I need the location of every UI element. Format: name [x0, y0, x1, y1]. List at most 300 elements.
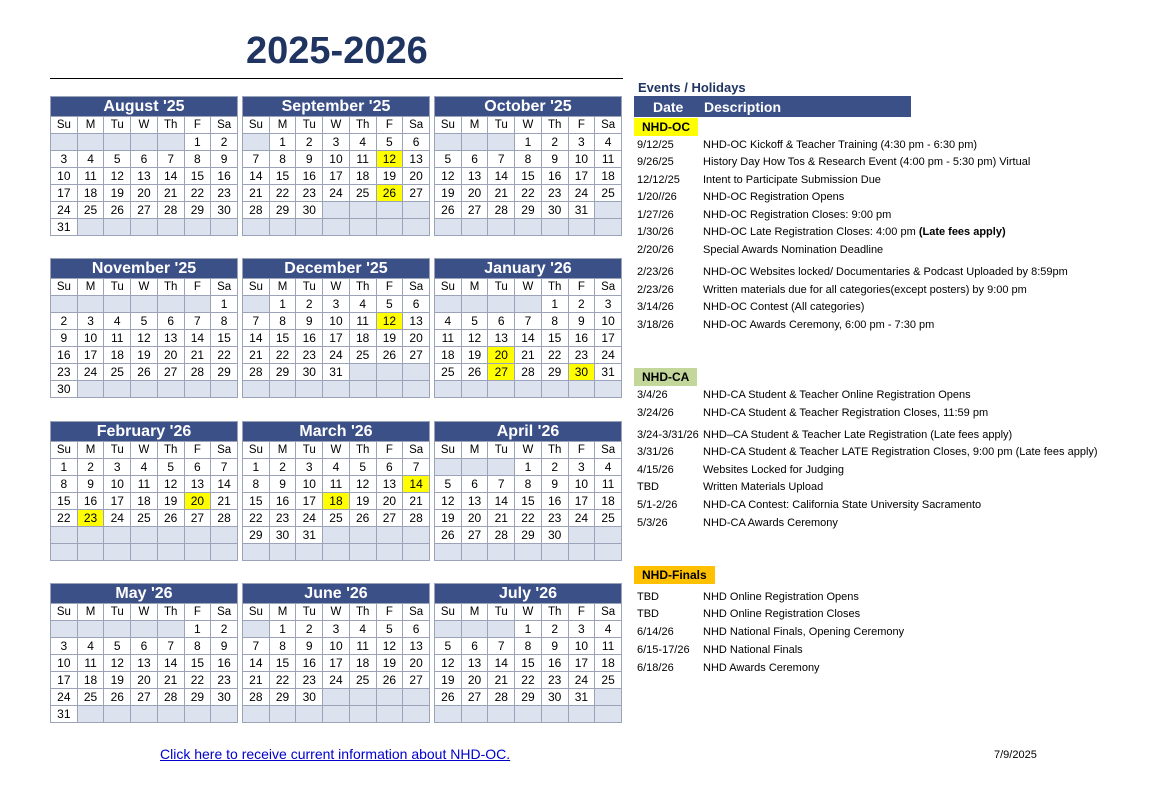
weekday-label: Su	[51, 279, 78, 296]
day-cell: 16	[296, 168, 323, 185]
day-cell: 17	[323, 168, 350, 185]
day-cell: 20	[184, 493, 211, 510]
day-cell: 12	[435, 168, 462, 185]
day-cell: 21	[211, 493, 238, 510]
event-description: NHD-OC Kickoff & Teacher Training (4:30 pm - 6:30 pm)	[703, 139, 978, 151]
day-cell: 13	[403, 313, 430, 330]
empty-day-cell	[403, 544, 430, 561]
day-cell: 21	[157, 672, 184, 689]
day-cell: 29	[541, 364, 568, 381]
day-cell: 1	[515, 134, 542, 151]
day-cell: 1	[269, 621, 296, 638]
day-cell: 20	[157, 347, 184, 364]
empty-day-cell	[568, 706, 595, 723]
weekday-label: W	[515, 279, 542, 296]
day-cell: 5	[157, 459, 184, 476]
day-cell: 3	[296, 459, 323, 476]
empty-day-cell	[595, 219, 622, 236]
day-cell: 2	[296, 296, 323, 313]
day-cell: 4	[104, 313, 131, 330]
empty-day-cell	[157, 621, 184, 638]
month-april-26	[434, 421, 622, 561]
empty-day-cell	[515, 544, 542, 561]
day-cell: 6	[461, 151, 488, 168]
empty-day-cell	[323, 544, 350, 561]
empty-day-cell	[184, 527, 211, 544]
day-cell: 14	[488, 655, 515, 672]
day-cell: 24	[77, 364, 104, 381]
empty-day-cell	[77, 706, 104, 723]
weekday-label: F	[568, 279, 595, 296]
day-cell: 27	[461, 689, 488, 706]
event-description: Websites Locked for Judging	[703, 464, 845, 476]
day-cell: 7	[515, 313, 542, 330]
day-cell: 1	[184, 621, 211, 638]
day-cell: 19	[461, 347, 488, 364]
day-cell: 22	[541, 347, 568, 364]
empty-day-cell	[541, 219, 568, 236]
day-cell: 27	[376, 510, 403, 527]
day-cell: 8	[269, 151, 296, 168]
weekday-label: Th	[157, 117, 184, 134]
day-cell: 17	[51, 185, 78, 202]
day-cell: 28	[211, 510, 238, 527]
day-cell: 8	[515, 476, 542, 493]
day-cell: 12	[104, 168, 131, 185]
empty-day-cell	[184, 381, 211, 398]
day-cell: 18	[77, 185, 104, 202]
day-cell: 13	[461, 655, 488, 672]
day-cell: 2	[296, 621, 323, 638]
empty-day-cell	[51, 527, 78, 544]
day-cell: 3	[568, 621, 595, 638]
day-cell: 5	[104, 638, 131, 655]
empty-day-cell	[157, 296, 184, 313]
empty-day-cell	[131, 219, 158, 236]
day-cell: 13	[488, 330, 515, 347]
day-cell: 8	[184, 638, 211, 655]
weekday-label: M	[461, 117, 488, 134]
empty-day-cell	[104, 527, 131, 544]
day-cell: 11	[323, 476, 350, 493]
empty-day-cell	[376, 364, 403, 381]
day-cell: 29	[515, 527, 542, 544]
day-cell: 14	[184, 330, 211, 347]
day-cell: 28	[488, 689, 515, 706]
day-cell: 28	[243, 202, 270, 219]
day-cell: 13	[461, 493, 488, 510]
event-description: NHD–CA Student & Teacher Late Registration (Late fees apply)	[703, 429, 1013, 441]
day-cell: 30	[211, 202, 238, 219]
day-cell: 4	[131, 459, 158, 476]
day-cell: 4	[435, 313, 462, 330]
day-cell: 26	[376, 185, 403, 202]
day-cell: 25	[323, 510, 350, 527]
empty-day-cell	[77, 134, 104, 151]
empty-day-cell	[131, 134, 158, 151]
date-column-header: Date	[653, 99, 684, 115]
day-cell: 11	[77, 168, 104, 185]
weekday-label: F	[376, 442, 403, 459]
day-cell: 6	[403, 134, 430, 151]
day-cell: 25	[104, 364, 131, 381]
weekday-label: Sa	[211, 604, 238, 621]
weekday-label: Su	[51, 604, 78, 621]
empty-day-cell	[349, 202, 376, 219]
day-cell: 22	[515, 672, 542, 689]
day-cell: 20	[376, 493, 403, 510]
day-cell: 15	[515, 168, 542, 185]
day-cell: 30	[51, 381, 78, 398]
weekday-label: M	[77, 442, 104, 459]
empty-day-cell	[515, 381, 542, 398]
day-cell: 17	[323, 655, 350, 672]
day-cell: 14	[211, 476, 238, 493]
day-cell: 26	[349, 510, 376, 527]
weekday-label: F	[184, 442, 211, 459]
empty-day-cell	[349, 219, 376, 236]
day-cell: 3	[77, 313, 104, 330]
empty-day-cell	[269, 381, 296, 398]
day-cell: 22	[269, 672, 296, 689]
event-description: NHD Online Registration Opens	[703, 591, 859, 603]
empty-day-cell	[349, 381, 376, 398]
empty-day-cell	[461, 706, 488, 723]
day-cell: 21	[488, 185, 515, 202]
empty-day-cell	[77, 544, 104, 561]
day-cell: 12	[435, 493, 462, 510]
day-cell: 2	[211, 134, 238, 151]
day-cell: 19	[104, 672, 131, 689]
day-cell: 7	[243, 151, 270, 168]
day-cell: 20	[461, 185, 488, 202]
weekday-label: Sa	[403, 117, 430, 134]
day-cell: 15	[541, 330, 568, 347]
day-cell: 17	[77, 347, 104, 364]
weekday-label: W	[515, 442, 542, 459]
day-cell: 8	[515, 638, 542, 655]
empty-day-cell	[349, 689, 376, 706]
month-june-26	[242, 583, 430, 723]
revision-date: 7/9/2025	[994, 749, 1037, 761]
empty-day-cell	[376, 689, 403, 706]
empty-day-cell	[157, 706, 184, 723]
empty-day-cell	[488, 296, 515, 313]
weekday-label: Sa	[211, 279, 238, 296]
day-cell: 7	[403, 459, 430, 476]
day-cell: 4	[77, 151, 104, 168]
day-cell: 13	[131, 655, 158, 672]
weekday-label: M	[461, 279, 488, 296]
empty-day-cell	[461, 621, 488, 638]
day-cell: 1	[51, 459, 78, 476]
day-cell: 25	[349, 347, 376, 364]
day-cell: 29	[184, 689, 211, 706]
day-cell: 20	[403, 330, 430, 347]
day-cell: 9	[568, 313, 595, 330]
day-cell: 3	[568, 459, 595, 476]
empty-day-cell	[323, 381, 350, 398]
empty-day-cell	[243, 134, 270, 151]
day-cell: 11	[77, 655, 104, 672]
weekday-label: M	[269, 604, 296, 621]
day-cell: 27	[403, 347, 430, 364]
day-cell: 11	[131, 476, 158, 493]
empty-day-cell	[104, 134, 131, 151]
day-cell: 19	[349, 493, 376, 510]
event-date: 9/12/25	[637, 139, 674, 151]
weekday-label: W	[131, 604, 158, 621]
event-description: Intent to Participate Submission Due	[703, 174, 881, 186]
empty-day-cell	[403, 527, 430, 544]
day-cell: 19	[435, 185, 462, 202]
page-title: 2025-2026	[246, 30, 428, 72]
day-cell: 19	[435, 510, 462, 527]
day-cell: 22	[184, 185, 211, 202]
weekday-label: M	[269, 279, 296, 296]
day-cell: 26	[104, 689, 131, 706]
day-cell: 16	[77, 493, 104, 510]
day-cell: 23	[296, 185, 323, 202]
day-cell: 15	[211, 330, 238, 347]
day-cell: 25	[349, 672, 376, 689]
day-cell: 8	[269, 638, 296, 655]
day-cell: 5	[104, 151, 131, 168]
day-cell: 12	[376, 638, 403, 655]
day-cell: 27	[131, 689, 158, 706]
day-cell: 12	[376, 313, 403, 330]
day-cell: 12	[157, 476, 184, 493]
day-cell: 21	[243, 672, 270, 689]
weekday-label: Sa	[595, 279, 622, 296]
event-description: NHD-CA Student & Teacher Registration Closes, 11:59 pm	[703, 407, 989, 419]
weekday-label: M	[461, 604, 488, 621]
empty-day-cell	[104, 381, 131, 398]
day-cell: 7	[488, 638, 515, 655]
day-cell: 19	[435, 672, 462, 689]
event-description: NHD-CA Awards Ceremony	[703, 517, 838, 529]
weekday-label: Su	[435, 279, 462, 296]
day-cell: 19	[376, 168, 403, 185]
weekday-label: M	[77, 279, 104, 296]
empty-day-cell	[435, 621, 462, 638]
day-cell: 30	[296, 202, 323, 219]
day-cell: 11	[104, 330, 131, 347]
empty-day-cell	[323, 219, 350, 236]
empty-day-cell	[461, 381, 488, 398]
month-name: July '26	[435, 584, 622, 604]
nhd-oc-info-link[interactable]: Click here to receive current information about NHD-OC.	[160, 746, 511, 762]
day-cell: 29	[515, 689, 542, 706]
day-cell: 28	[243, 364, 270, 381]
day-cell: 2	[296, 134, 323, 151]
day-cell: 24	[323, 672, 350, 689]
day-cell: 25	[595, 672, 622, 689]
day-cell: 13	[403, 638, 430, 655]
event-date: 9/26/25	[637, 156, 674, 168]
day-cell: 4	[595, 459, 622, 476]
day-cell: 2	[51, 313, 78, 330]
day-cell: 3	[323, 296, 350, 313]
day-cell: 26	[435, 202, 462, 219]
event-date: 3/24-3/31/26	[637, 429, 699, 441]
empty-day-cell	[51, 621, 78, 638]
weekday-label: F	[376, 279, 403, 296]
day-cell: 19	[376, 330, 403, 347]
event-date: 1/30/26	[637, 226, 674, 238]
day-cell: 2	[269, 459, 296, 476]
day-cell: 28	[184, 364, 211, 381]
weekday-label: M	[461, 442, 488, 459]
empty-day-cell	[541, 706, 568, 723]
month-name: April '26	[435, 422, 622, 442]
empty-day-cell	[51, 134, 78, 151]
empty-day-cell	[435, 706, 462, 723]
day-cell: 14	[488, 493, 515, 510]
weekday-label: F	[184, 117, 211, 134]
day-cell: 1	[269, 134, 296, 151]
day-cell: 21	[403, 493, 430, 510]
empty-day-cell	[157, 134, 184, 151]
day-cell: 19	[104, 185, 131, 202]
day-cell: 15	[184, 655, 211, 672]
day-cell: 23	[541, 510, 568, 527]
empty-day-cell	[461, 219, 488, 236]
day-cell: 26	[435, 527, 462, 544]
day-cell: 7	[488, 151, 515, 168]
weekday-label: F	[568, 442, 595, 459]
day-cell: 3	[51, 638, 78, 655]
weekday-label: Su	[435, 604, 462, 621]
empty-day-cell	[595, 381, 622, 398]
day-cell: 28	[403, 510, 430, 527]
weekday-label: Su	[243, 604, 270, 621]
day-cell: 5	[349, 459, 376, 476]
weekday-label: Tu	[296, 117, 323, 134]
empty-day-cell	[376, 219, 403, 236]
day-cell: 1	[541, 296, 568, 313]
event-date: 3/24/26	[637, 407, 674, 419]
day-cell: 23	[541, 672, 568, 689]
day-cell: 14	[243, 655, 270, 672]
day-cell: 14	[243, 168, 270, 185]
day-cell: 6	[403, 296, 430, 313]
day-cell: 28	[157, 689, 184, 706]
empty-day-cell	[269, 706, 296, 723]
event-description: NHD-OC Late Registration Closes: 4:00 pm (Late fees apply)	[703, 226, 1006, 238]
day-cell: 2	[541, 134, 568, 151]
day-cell: 9	[269, 476, 296, 493]
day-cell: 28	[488, 527, 515, 544]
empty-day-cell	[211, 706, 238, 723]
day-cell: 5	[461, 313, 488, 330]
weekday-label: Sa	[595, 604, 622, 621]
empty-day-cell	[211, 381, 238, 398]
day-cell: 8	[515, 151, 542, 168]
day-cell: 13	[403, 151, 430, 168]
weekday-label: F	[376, 604, 403, 621]
event-date: 3/4/26	[637, 389, 668, 401]
day-cell: 24	[296, 510, 323, 527]
day-cell: 27	[403, 185, 430, 202]
weekday-label: Tu	[104, 442, 131, 459]
day-cell: 4	[349, 621, 376, 638]
day-cell: 25	[595, 185, 622, 202]
section-badge-nhd-oc: NHD-OC	[634, 118, 698, 136]
day-cell: 6	[461, 476, 488, 493]
day-cell: 4	[349, 134, 376, 151]
empty-day-cell	[131, 296, 158, 313]
day-cell: 10	[296, 476, 323, 493]
day-cell: 30	[296, 364, 323, 381]
day-cell: 13	[157, 330, 184, 347]
day-cell: 16	[211, 168, 238, 185]
month-name: January '26	[435, 259, 622, 279]
empty-day-cell	[211, 544, 238, 561]
day-cell: 18	[349, 168, 376, 185]
weekday-label: Sa	[211, 117, 238, 134]
event-description: NHD Awards Ceremony	[703, 662, 820, 674]
day-cell: 16	[269, 493, 296, 510]
day-cell: 23	[269, 510, 296, 527]
empty-day-cell	[488, 621, 515, 638]
day-cell: 11	[349, 638, 376, 655]
empty-day-cell	[435, 381, 462, 398]
day-cell: 31	[51, 219, 78, 236]
empty-day-cell	[323, 706, 350, 723]
empty-day-cell	[51, 544, 78, 561]
day-cell: 20	[131, 672, 158, 689]
day-cell: 24	[568, 185, 595, 202]
empty-day-cell	[184, 706, 211, 723]
day-cell: 5	[131, 313, 158, 330]
weekday-label: Tu	[296, 442, 323, 459]
day-cell: 26	[376, 672, 403, 689]
day-cell: 6	[184, 459, 211, 476]
day-cell: 27	[131, 202, 158, 219]
day-cell: 6	[131, 638, 158, 655]
month-february-26	[50, 421, 238, 561]
empty-day-cell	[568, 527, 595, 544]
day-cell: 27	[461, 527, 488, 544]
weekday-label: Tu	[104, 604, 131, 621]
empty-day-cell	[77, 296, 104, 313]
event-description: NHD-OC Awards Ceremony, 6:00 pm - 7:30 pm	[703, 319, 935, 331]
empty-day-cell	[376, 706, 403, 723]
empty-day-cell	[211, 219, 238, 236]
empty-day-cell	[157, 381, 184, 398]
day-cell: 18	[104, 347, 131, 364]
day-cell: 1	[211, 296, 238, 313]
day-cell: 24	[323, 347, 350, 364]
event-description: Written materials due for all categories(except posters) by 9:00 pm	[703, 284, 1027, 296]
title-rule	[50, 78, 623, 79]
section-badge-nhd-ca: NHD-CA	[634, 368, 697, 386]
day-cell: 25	[349, 185, 376, 202]
empty-day-cell	[77, 527, 104, 544]
month-name: December '25	[243, 259, 430, 279]
day-cell: 30	[541, 527, 568, 544]
empty-day-cell	[323, 202, 350, 219]
month-august-25	[50, 96, 238, 236]
empty-day-cell	[435, 544, 462, 561]
day-cell: 14	[488, 168, 515, 185]
weekday-label: Sa	[595, 442, 622, 459]
day-cell: 28	[243, 689, 270, 706]
day-cell: 17	[595, 330, 622, 347]
month-name: August '25	[51, 97, 238, 117]
weekday-label: Th	[157, 442, 184, 459]
